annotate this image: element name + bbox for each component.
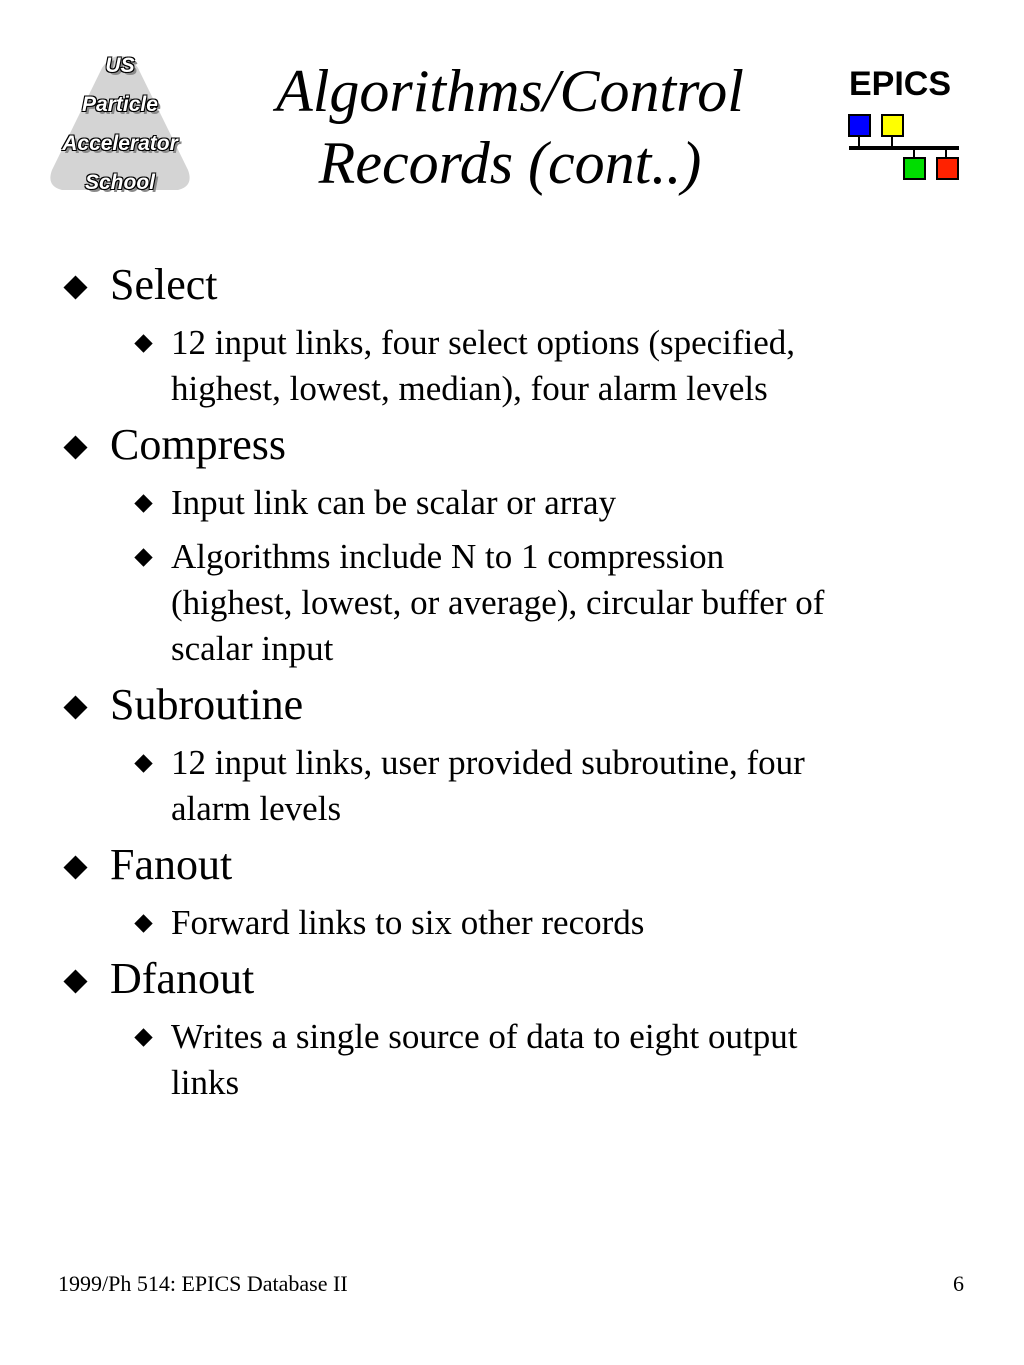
uspas-logo <box>40 52 200 202</box>
bullet-list <box>60 258 980 1106</box>
bullet-label: Fanout <box>110 840 233 889</box>
sub-bullet <box>60 320 980 412</box>
bullet-compress <box>60 418 980 472</box>
sub-bullet-line: Writes a single source of data to eight output <box>171 1017 798 1056</box>
bullet-label: Compress <box>110 420 286 469</box>
page-number: 6 <box>953 1271 964 1296</box>
bullet-label: Subroutine <box>110 680 304 729</box>
sub-bullet <box>60 1014 980 1106</box>
diamond-bullet-icon <box>134 494 152 512</box>
diamond-bullet-icon <box>63 969 87 993</box>
title-line-1: Algorithms/Control <box>276 58 744 124</box>
title-line-2: Records (cont..) <box>318 130 702 196</box>
sub-bullet-line: scalar input <box>171 629 334 668</box>
bullet-label: Dfanout <box>110 954 255 1003</box>
uspas-line-3: Accelerator <box>62 132 178 155</box>
uspas-line-2: Particle <box>82 93 158 116</box>
bullet-label: Select <box>110 260 218 309</box>
diamond-bullet-icon <box>134 754 152 772</box>
sub-bullet-line: 12 input links, user provided subroutine, four <box>171 743 805 782</box>
diamond-bullet-icon <box>63 695 87 719</box>
red-node <box>937 158 958 179</box>
diamond-bullet-icon <box>63 275 87 299</box>
sub-bullet-line: 12 input links, four select options (specified, <box>171 323 796 362</box>
diamond-bullet-icon <box>134 334 152 352</box>
slide-title <box>210 55 810 199</box>
blue-node <box>849 115 870 136</box>
uspas-line-1: US <box>105 54 135 77</box>
sub-bullet <box>60 900 980 946</box>
diamond-bullet-icon <box>63 855 87 879</box>
sub-bullet-line: highest, lowest, median), four alarm levels <box>171 369 768 408</box>
bullet-fanout <box>60 838 980 892</box>
sub-bullet-line: links <box>171 1063 240 1102</box>
yellow-node <box>882 115 903 136</box>
diamond-bullet-icon <box>134 914 152 932</box>
sub-bullet-line: Forward links to six other records <box>171 903 645 942</box>
bullet-dfanout <box>60 952 980 1006</box>
sub-bullet <box>60 740 980 832</box>
sub-bullet-line: Input link can be scalar or array <box>171 483 617 522</box>
footer-course: 1999/Ph 514: EPICS Database II <box>58 1271 348 1296</box>
epics-logo-text: EPICS <box>849 65 952 103</box>
sub-bullet-line: Algorithms include N to 1 compression <box>171 537 725 576</box>
epics-logo <box>845 64 970 189</box>
green-node <box>904 158 925 179</box>
bullet-subroutine <box>60 678 980 732</box>
sub-bullet <box>60 480 980 526</box>
diamond-bullet-icon <box>63 435 87 459</box>
bullet-select <box>60 258 980 312</box>
network-icon <box>845 64 970 189</box>
uspas-line-4: School <box>84 171 155 194</box>
sub-bullet-line: (highest, lowest, or average), circular buffer of <box>171 583 825 622</box>
sub-bullet-line: alarm levels <box>171 789 342 828</box>
diamond-bullet-icon <box>134 548 152 566</box>
sub-bullet <box>60 534 980 672</box>
diamond-bullet-icon <box>134 1028 152 1046</box>
